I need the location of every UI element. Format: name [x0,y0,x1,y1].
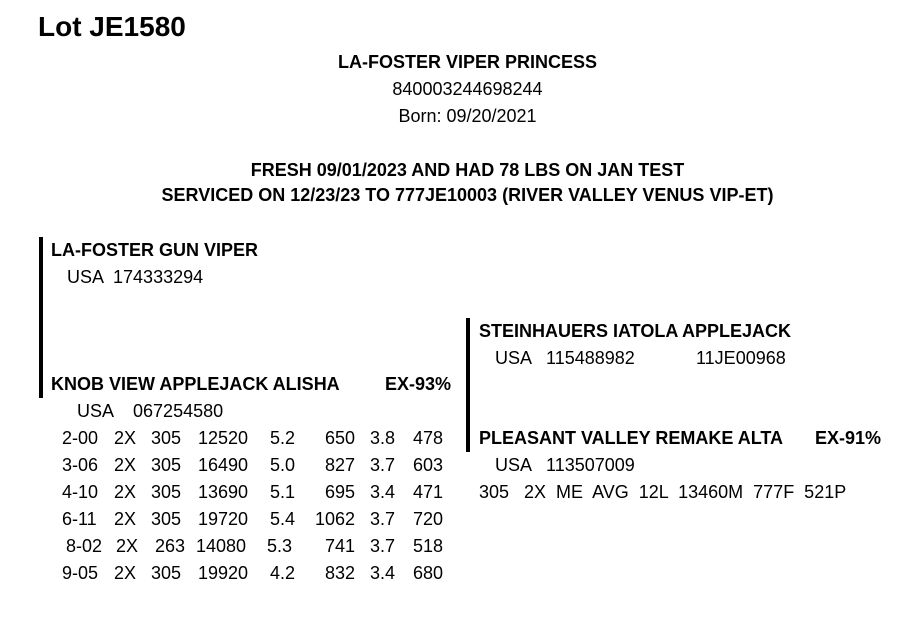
record-milkings: 2X [116,536,139,556]
record-milkings: 2X [114,428,137,448]
maternal-granddam-name: PLEASANT VALLEY REMAKE ALTA [479,428,784,448]
record-fat-lbs: 650 [324,428,355,448]
record-fat-lbs: 695 [324,482,355,502]
record-milk: 14080 [196,536,247,556]
record-fat-lbs: 741 [324,536,355,556]
record-milkings: 2X [114,455,137,475]
record-protein-pct: 3.8 [370,428,396,448]
record-age: 4-10 [62,482,99,502]
record-milkings: 2X [114,563,137,583]
record-fat-lbs: 1062 [314,509,355,529]
record-protein-lbs: 478 [413,428,444,448]
record-age: 2-00 [62,428,99,448]
fresh-note: FRESH 09/01/2023 AND HAD 78 LBS ON JAN TEST [250,160,685,180]
record-fat-lbs: 832 [324,563,355,583]
record-protein-lbs: 720 [413,509,444,529]
record-days: 263 [155,536,186,556]
maternal-grandsire-code: 11JE00968 [696,348,786,368]
record-milk: 13690 [198,482,249,502]
record-fat-pct: 5.4 [270,509,296,529]
record-days: 305 [151,482,182,502]
maternal-grandsire-name: STEINHAUERS IATOLA APPLEJACK [479,321,792,341]
maternal-granddam-registration: USA 113507009 [495,455,635,475]
record-age: 9-05 [62,563,99,583]
sire-name: LA-FOSTER GUN VIPER [51,240,259,260]
record-protein-lbs: 518 [413,536,444,556]
maternal-grandsire-registration: USA 115488982 [495,348,635,368]
record-milk: 16490 [198,455,249,475]
service-note: SERVICED ON 12/23/23 TO 777JE10003 (RIVER VALLEY VENUS VIP-ET) [161,185,774,205]
record-milk: 19920 [198,563,249,583]
animal-name: LA-FOSTER VIPER PRINCESS [337,52,598,72]
dam-name: KNOB VIEW APPLEJACK ALISHA [51,374,340,394]
pedigree-bracket-right [466,318,470,452]
record-milk: 19720 [198,509,249,529]
record-protein-pct: 3.7 [370,509,396,529]
record-protein-pct: 3.7 [370,455,396,475]
record-protein-lbs: 471 [413,482,444,502]
sire-registration: USA 174333294 [67,267,204,287]
record-age: 8-02 [66,536,103,556]
record-days: 305 [151,509,182,529]
record-milkings: 2X [114,509,137,529]
lot-number: Lot JE1580 [38,11,186,42]
record-days: 305 [151,428,182,448]
record-milk: 12520 [198,428,249,448]
record-age: 6-11 [62,509,97,529]
record-protein-pct: 3.4 [370,482,396,502]
record-protein-lbs: 603 [413,455,444,475]
record-fat-pct: 5.0 [270,455,296,475]
record-protein-pct: 3.4 [370,563,396,583]
record-fat-lbs: 827 [324,455,355,475]
record-fat-pct: 5.2 [270,428,296,448]
record-fat-pct: 5.3 [267,536,293,556]
dam-score: EX-93% [385,374,452,394]
dam-registration: USA 067254580 [77,401,224,421]
record-protein-pct: 3.7 [370,536,396,556]
record-age: 3-06 [62,455,99,475]
record-days: 305 [151,455,182,475]
animal-id: 840003244698244 [392,79,543,99]
maternal-granddam-record: 305 2X ME AVG 12L 13460M 777F 521P [479,482,847,502]
record-fat-pct: 5.1 [270,482,296,502]
record-days: 305 [151,563,182,583]
maternal-granddam-score: EX-91% [815,428,882,448]
pedigree-bracket-left [39,237,43,398]
record-fat-pct: 4.2 [270,563,296,583]
birth-date: Born: 09/20/2021 [398,106,537,126]
record-milkings: 2X [114,482,137,502]
record-protein-lbs: 680 [413,563,444,583]
